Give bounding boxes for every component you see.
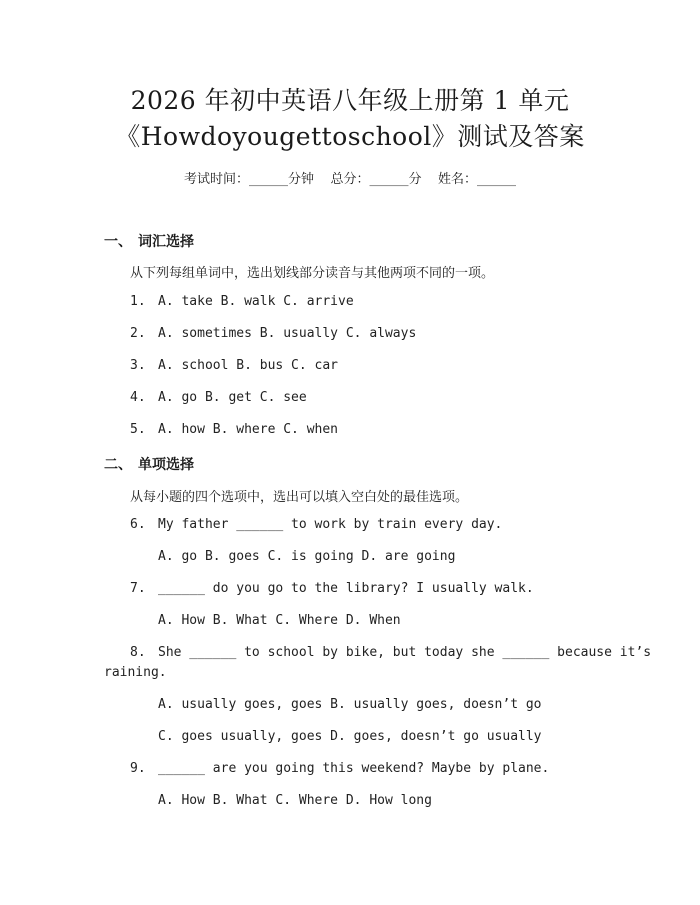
question-3: 3. A. school B. bus C. car xyxy=(130,358,339,373)
question-9: 9. ______ are you going this weekend? Maybe by plane. xyxy=(130,761,550,776)
section-2-instruction: 从每小题的四个选项中，选出可以填入空白处的最佳选项。 xyxy=(130,490,469,505)
question-6: 6. My father ______ to work by train every day. xyxy=(130,517,503,532)
section-2-title: 单项选择 xyxy=(138,457,194,473)
question-7: 7. ______ do you go to the library? I usually walk. xyxy=(130,581,534,596)
question-1: 1. A. take B. walk C. arrive xyxy=(130,294,354,309)
title-line-1: 2026 年初中英语八年级上册第 1 单元 xyxy=(130,86,570,115)
question-8-options-2: C. goes usually, goes D. goes, doesn’t go usually xyxy=(158,729,542,744)
section-1-title: 词汇选择 xyxy=(138,234,194,250)
question-8-options-1: A. usually goes, goes B. usually goes, doesn’t go xyxy=(158,697,542,712)
question-8: 8. She ______ to school by bike, but today she ______ because it’s xyxy=(130,645,652,660)
section-1-heading xyxy=(104,231,194,251)
section-1-number: 一、 xyxy=(104,234,132,250)
question-8-continuation: raining. xyxy=(104,665,167,680)
question-9-options: A. How B. What C. Where D. How long xyxy=(158,793,432,808)
section-2-number: 二、 xyxy=(104,457,132,473)
question-7-options: A. How B. What C. Where D. When xyxy=(158,613,401,628)
exam-info: 考试时间：______分钟 总分：______分 姓名：______ xyxy=(183,172,517,187)
question-6-options: A. go B. goes C. is going D. are going xyxy=(158,549,456,564)
title-line-2: 《Howdoyougettoschool》测试及答案 xyxy=(115,122,585,151)
section-1-instruction: 从下列每组单词中，选出划线部分读音与其他两项不同的一项。 xyxy=(130,266,495,281)
question-2: 2. A. sometimes B. usually C. always xyxy=(130,326,417,341)
section-2-heading xyxy=(104,454,194,474)
question-5: 5. A. how B. where C. when xyxy=(130,422,339,437)
question-4: 4. A. go B. get C. see xyxy=(130,390,307,405)
